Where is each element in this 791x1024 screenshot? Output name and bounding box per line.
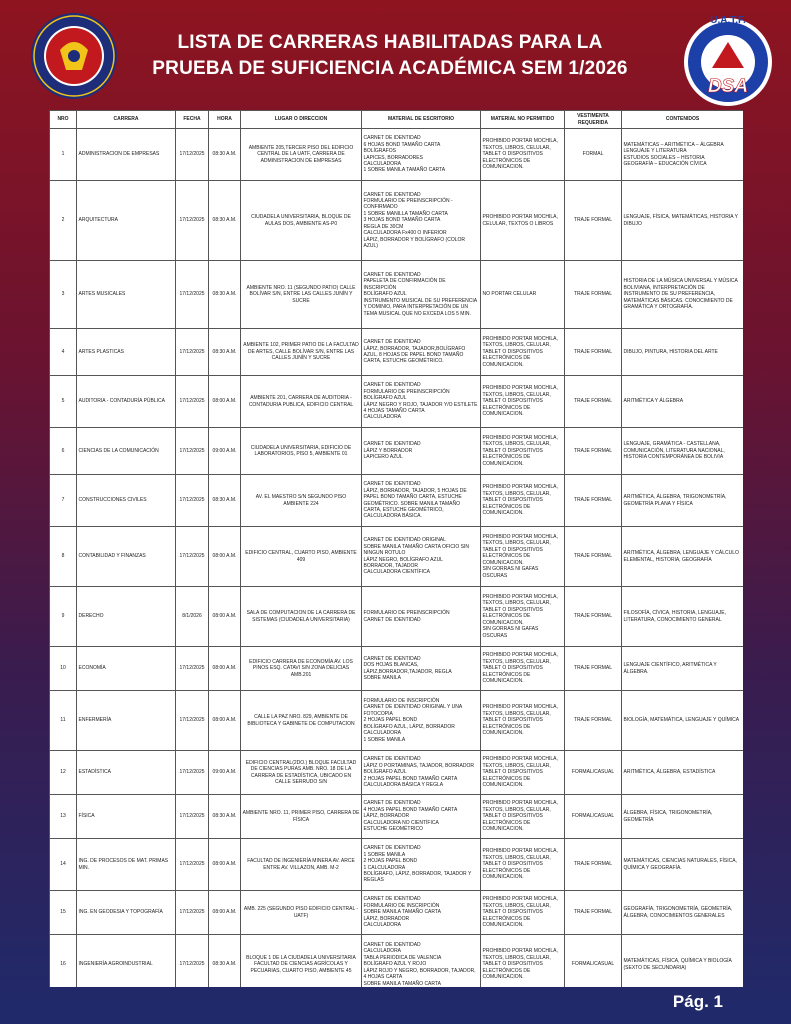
cell-material: CARNET DE IDENTIDAD FORMULARIO DE INSCRIPCIÓN SOBRE MANILA TAMAÑO CARTA LÁPIZ, BORRADOR CALCULADORA bbox=[362, 891, 481, 935]
cell-hora: 08:00 A.M. bbox=[209, 587, 241, 647]
cell-hora: 08:30 A.M. bbox=[209, 475, 241, 527]
col-hora: HORA bbox=[209, 111, 241, 129]
cell-material: CARNET DE IDENTIDAD LÁPIZ O PORTAMINAS, TAJADOR, BORRADOR BOLÍGRAFO AZUL 2 HOJAS PAPEL BOND TAMAÑO CARTA CALCULADORA BÁSICA Y REGLA bbox=[362, 751, 481, 795]
cell-nro: 7 bbox=[50, 475, 77, 527]
cell-hora: 08:30 A.M. bbox=[209, 329, 241, 376]
cell-no-permitido: PROHIBIDO PORTAR MOCHILA, TEXTOS, LIBROS, CELULAR, TABLET O DISPOSITIVOS ELECTRÓNICOS DE COMUNICACION. bbox=[481, 751, 565, 795]
cell-no-permitido: PROHIBIDO PORTAR MOCHILA, TEXTOS, LIBROS, CELULAR, TABLET O DISPOSITIVOS ELECTRÓNICOS DE COMUNICACION. bbox=[481, 475, 565, 527]
cell-nro: 1 bbox=[50, 129, 77, 181]
cell-vestimenta: TRAJE FORMAL bbox=[565, 691, 622, 751]
cell-no-permitido: PROHIBIDO PORTAR MOCHILA, TEXTOS, LIBROS, CELULAR, TABLET O DISPOSITIVOS ELECTRÓNICOS DE COMUNICACION. bbox=[481, 839, 565, 891]
col-contenidos: CONTENIDOS bbox=[622, 111, 744, 129]
cell-fecha: 17/12/2025 bbox=[176, 751, 209, 795]
cell-fecha: 17/12/2025 bbox=[176, 376, 209, 428]
cell-lugar: AMBIENTE 201, CARRERA DE AUDITORIA - CONTADURIA PUBLICA, EDIFICIO CENTRAL bbox=[241, 376, 362, 428]
cell-material: CARNET DE IDENTIDAD DOS HOJAS BLANCAS, LÁPIZ,BORRADOR,TAJADOR, REGLA SOBRE MANILA bbox=[362, 647, 481, 691]
cell-contenidos: ÁLGEBRA, FÍSICA, TRIGONOMETRÍA, GEOMETRÍA bbox=[622, 795, 744, 839]
col-no-permitido: MATERIAL NO PERMITIDO bbox=[481, 111, 565, 129]
cell-lugar: CIUDADELA UNIVERSITARIA, EDIFICIO DE LABORATORIOS, PISO 5, AMBIENTE 01 bbox=[241, 428, 362, 475]
col-material: MATERIAL DE ESCRITORIO bbox=[362, 111, 481, 129]
table-row bbox=[50, 587, 744, 647]
cell-hora: 08:30 A.M. bbox=[209, 261, 241, 329]
cell-material: CARNET DE IDENTIDAD CALCULADORA TABLA PERIODICA DE VALENCIA BOLÍGRAFO AZUL Y ROJO LÁPIZ ROJO Y NEGRO, BORRADOR, TAJADOR, 4 HOJAS CARTA SOBRE MANILA TAMAÑO CARTA bbox=[362, 935, 481, 988]
cell-no-permitido: PROHIBIDO PORTAR MOCHILA, TEXTOS, LIBROS, CELULAR, TABLET O DISPOSITIVOS ELECTRÓNICOS DE COMUNICACION. SIN GORRAS NI GAFAS OSCURAS bbox=[481, 527, 565, 587]
dsa-logo-icon bbox=[682, 12, 774, 107]
cell-vestimenta: FORMAL/CASUAL bbox=[565, 935, 622, 988]
cell-contenidos: MATEMÁTICAS, FÍSICA, QUÍMICA Y BIOLOGÍA (SEXTO DE SECUNDARIA) bbox=[622, 935, 744, 988]
cell-hora: 08:00 A.M. bbox=[209, 839, 241, 891]
cell-hora: 08:00 A.M. bbox=[209, 527, 241, 587]
cell-fecha: 17/12/2025 bbox=[176, 691, 209, 751]
cell-nro: 6 bbox=[50, 428, 77, 475]
table-row bbox=[50, 647, 744, 691]
table-row bbox=[50, 751, 744, 795]
cell-contenidos: HISTORIA DE LA MÚSICA UNIVERSAL Y MÚSICA BOLIVIANA, INTERPRETACIÓN DE INSTRUMENTO DE SU PREFERENCIA, MATEMÁTICAS BÁSICAS. CONOCIMIENTO DE GRAMÁTICA Y ORTOGRAFÍA. bbox=[622, 261, 744, 329]
col-lugar: LUGAR O DIRECCION bbox=[241, 111, 362, 129]
cell-fecha: 17/12/2025 bbox=[176, 261, 209, 329]
cell-contenidos: LENGUAJE, FÍSICA, MATEMÁTICAS, HISTORIA Y DIBUJO bbox=[622, 181, 744, 261]
cell-contenidos: FILOSOFÍA, CÍVICA, HISTORIA, LENGUAJE, LITERATURA, CONOCIMIENTO GENERAL bbox=[622, 587, 744, 647]
cell-lugar: AMBIENTE NRO. 11 (SEGUNDO PATIO) CALLE BOLÍVAR S/N, ENTRE LAS CALLES JUNÍN Y SUCRE bbox=[241, 261, 362, 329]
cell-no-permitido: PROHIBIDO PORTAR MOCHILA, TEXTOS, LIBROS, CELULAR, TABLET O DISPOSITIVOS ELECTRÓNICOS DE COMUNICACION. bbox=[481, 376, 565, 428]
cell-vestimenta: FORMAL/CASUAL bbox=[565, 795, 622, 839]
cell-vestimenta: FORMAL bbox=[565, 129, 622, 181]
cell-fecha: 8/1/2026 bbox=[176, 587, 209, 647]
table-header-row bbox=[50, 111, 744, 129]
cell-nro: 2 bbox=[50, 181, 77, 261]
table-row bbox=[50, 935, 744, 988]
cell-no-permitido: PROHIBIDO PORTAR MOCHILA, TEXTOS, LIBROS, CELULAR, TABLET O DISPOSITIVOS ELECTRÓNICOS DE COMUNICACION. SIN GORRAS NI GAFAS OSCURAS bbox=[481, 587, 565, 647]
cell-carrera: CIENCIAS DE LA COMUNICACIÓN bbox=[77, 428, 176, 475]
dsa-logo-text: DSA bbox=[707, 76, 749, 97]
cell-contenidos: GEOGRAFÍA, TRIGONOMETRÍA, GEOMETRÍA, ÁLGEBRA, CONOCIMIENTOS GENERALES bbox=[622, 891, 744, 935]
table-row bbox=[50, 691, 744, 751]
cell-material: CARNET DE IDENTIDAD FORMULARIO DE PREINSCRIPCIÓN - CONFIRMADO 1 SOBRE MANILLA TAMAÑO CARTA 3 HOJAS BOND TAMAÑO CARTA REGLA DE 30CM CALCULADORA Fx400 O INFERIOR LÁPIZ, BORRADOR Y BOLÍGRAFO (COLOR AZUL) bbox=[362, 181, 481, 261]
cell-contenidos: ARITMÉTICA, ÁLGEBRA, TRIGONOMETRÍA, GEOMETRÍA PLANA Y FÍSICA bbox=[622, 475, 744, 527]
cell-nro: 12 bbox=[50, 751, 77, 795]
cell-carrera: AUDITORIA - CONTADURÍA PÚBLICA bbox=[77, 376, 176, 428]
cell-fecha: 17/12/2025 bbox=[176, 129, 209, 181]
table-row bbox=[50, 891, 744, 935]
cell-lugar: AMBIENTE 102, PRIMER PATIO DE LA FACULTAD DE ARTES, CALLE BOLÍVAR S/N, ENTRE LAS CALLES JUNÍN Y SUCRE bbox=[241, 329, 362, 376]
cell-lugar: EDIFICIO CENTRAL, CUARTO PISO, AMBIENTE 409 bbox=[241, 527, 362, 587]
cell-carrera: FÍSICA bbox=[77, 795, 176, 839]
cell-no-permitido: PROHIBIDO PORTAR MOCHILA, TEXTOS, LIBROS, CELULAR, TABLET O DISPOSITIVOS ELECTRÓNICOS DE COMUNICACION. bbox=[481, 329, 565, 376]
cell-contenidos: ARITMÉTICA, ÁLGEBRA, LENGUAJE Y CÁLCULO ELEMENTAL, HISTORIA, GEOGRAFÍA bbox=[622, 527, 744, 587]
cell-material: CARNET DE IDENTIDAD LÁPIZ, BORRADOR, TAJADOR, 5 HOJAS DE PAPEL BOND TAMAÑO CARTA, ESTUCHE GEOMÉTRICO. SOBRE MANILA TAMAÑO CARTA, ESTUCHE GEOMÉTRICO, CALCULADORA BÁSICA. bbox=[362, 475, 481, 527]
cell-nro: 5 bbox=[50, 376, 77, 428]
cell-fecha: 17/12/2025 bbox=[176, 527, 209, 587]
cell-lugar: FACULTAD DE INGENIERÍA MINERA AV. ARCE ENTRE AV. VILLAZON, AMB. M-2 bbox=[241, 839, 362, 891]
header bbox=[0, 0, 791, 108]
cell-no-permitido: PROHIBIDO PORTAR MOCHILA, TEXTOS, LIBROS, CELULAR, TABLET O DISPOSITIVOS ELECTRÓNICOS DE COMUNICACION. bbox=[481, 647, 565, 691]
cell-vestimenta: TRAJE FORMAL bbox=[565, 261, 622, 329]
cell-contenidos: MATEMÁTICAS – ARITMÉTICA – ÁLGEBRA LENGUAJE Y LITERATURA ESTUDIOS SOCIALES – HISTORIA GEOGRAFÍA – EDUCACIÓN CÍVICA bbox=[622, 129, 744, 181]
cell-material: FORMULARIO DE INSCRIPCIÓN CARNET DE IDENTIDAD ORIGINAL Y UNA FOTOCOPIA 2 HOJAS PAPEL BOND BOLÍGRAFO AZUL, LÁPIZ, BORRADOR CALCULADORA 1 SOBRE MANILA bbox=[362, 691, 481, 751]
page-number: Pág. 1 bbox=[672, 992, 723, 1011]
cell-lugar: AMBIENTE 205,TERCER PISO DEL EDIFICIO CENTRAL DE LA UATF, CARRERA DE ADMINISTRACION DE EMPRESAS bbox=[241, 129, 362, 181]
table-row bbox=[50, 261, 744, 329]
cell-material: CARNET DE IDENTIDAD 6 HOJAS BOND TAMAÑO CARTA BOLÍGRAFOS LAPICES, BORRADORES CALCULADORA 1 SOBRE MANILA TAMAÑO CARTA bbox=[362, 129, 481, 181]
cell-material: CARNET DE IDENTIDAD ORIGINAL SOBRE MANILA TAMAÑO CARTA OFICIO SIN NINGUN ROTULO LÁPIZ NEGRO, BOLÍGRAFO AZUL BORRADOR, TAJADOR CALCULADORA CIENTÍFICA bbox=[362, 527, 481, 587]
cell-hora: 08:00 A.M. bbox=[209, 376, 241, 428]
cell-nro: 8 bbox=[50, 527, 77, 587]
title-line-2: PRUEBA DE SUFICIENCIA ACADÉMICA SEM 1/2026 bbox=[152, 58, 628, 79]
university-seal-icon bbox=[30, 12, 118, 100]
cell-nro: 10 bbox=[50, 647, 77, 691]
cell-fecha: 17/12/2025 bbox=[176, 795, 209, 839]
table-body bbox=[50, 129, 744, 988]
col-fecha: FECHA bbox=[176, 111, 209, 129]
cell-hora: 09:00 A.M. bbox=[209, 751, 241, 795]
cell-carrera: ING. EN GEODESIA Y TOPOGRAFÍA bbox=[77, 891, 176, 935]
cell-lugar: EDIFICIO CARRERA DE ECONOMÍA AV. LOS PINOS ESQ. CATAVI S/N ZONA DELICIAS AMB.201 bbox=[241, 647, 362, 691]
cell-nro: 4 bbox=[50, 329, 77, 376]
col-vestimenta: VESTIMENTA REQUERIDA bbox=[565, 111, 622, 129]
table-row bbox=[50, 376, 744, 428]
cell-contenidos: DIBUJO, PINTURA, HISTORIA DEL ARTE bbox=[622, 329, 744, 376]
cell-carrera: ESTADÍSTICA bbox=[77, 751, 176, 795]
cell-material: FORMULARIO DE PREINSCRIPCIÓN CARNET DE IDENTIDAD bbox=[362, 587, 481, 647]
cell-contenidos: LENGUAJE, GRAMÁTICA - CASTELLANA, COMUNICACIÓN, LITERATURA NACIONAL, HISTORIA CONTEMPORÁNEA DE BOLIVIA bbox=[622, 428, 744, 475]
cell-lugar: AMBIENTE NRO. 11, PRIMER PISO, CARRERA DE FÍSICA bbox=[241, 795, 362, 839]
cell-fecha: 17/12/2025 bbox=[176, 428, 209, 475]
cell-fecha: 17/12/2025 bbox=[176, 839, 209, 891]
cell-lugar: BLOQUE 1 DE LA CIUDADELA UNIVERSITARIA FACULTAD DE CIENCIAS AGRÍCOLAS Y PECUARIAS, CUARTO PISO, AMBIENTE 45 bbox=[241, 935, 362, 988]
cell-material: CARNET DE IDENTIDAD LÁPIZ Y BORRADOR LAPICERO AZUL bbox=[362, 428, 481, 475]
cell-material: CARNET DE IDENTIDAD FORMULARIO DE PREINSCRIPCIÓN BOLÍGRAFO AZUL LÁPIZ NEGRO Y ROJO, TAJADOR Y/O ESTILETE 4 HOJAS TAMAÑO CARTA CALCULADORA bbox=[362, 376, 481, 428]
cell-vestimenta: TRAJE FORMAL bbox=[565, 527, 622, 587]
careers-table-sheet bbox=[49, 110, 743, 987]
cell-vestimenta: TRAJE FORMAL bbox=[565, 329, 622, 376]
cell-carrera: INGENIERÍA AGROINDUSTRIAL bbox=[77, 935, 176, 988]
cell-carrera: ARTES MUSICALES bbox=[77, 261, 176, 329]
cell-lugar: SALA DE COMPUTACION DE LA CARRERA DE SISTEMAS (CIUDADELA UNIVERSITARIA) bbox=[241, 587, 362, 647]
table-row bbox=[50, 795, 744, 839]
cell-carrera: ARQUITECTURA bbox=[77, 181, 176, 261]
cell-nro: 13 bbox=[50, 795, 77, 839]
page-title bbox=[110, 30, 670, 82]
col-nro: NRO bbox=[50, 111, 77, 129]
cell-hora: 08:30 A.M. bbox=[209, 181, 241, 261]
cell-no-permitido: PROHIBIDO PORTAR MOCHILA, TEXTOS, LIBROS, CELULAR, TABLET O DISPOSITIVOS ELECTRÓNICOS DE COMUNICACION. bbox=[481, 795, 565, 839]
cell-carrera: ENFERMERÍA bbox=[77, 691, 176, 751]
col-carrera: CARRERA bbox=[77, 111, 176, 129]
cell-vestimenta: FORMAL/CASUAL bbox=[565, 751, 622, 795]
cell-vestimenta: TRAJE FORMAL bbox=[565, 839, 622, 891]
table-row bbox=[50, 181, 744, 261]
cell-material: CARNET DE IDENTIDAD PAPELETA DE CONFIRMACIÓN DE INSCRIPCIÓN BOLÍGRAFO AZUL INSTRUMENTO MUSICAL DE SU PREFERENCIA Y DOMINIO, PARA INTERPRETACIÓN DE UN TEMA MUSICAL QUE NO EXCEDA LOS 5 MIN. bbox=[362, 261, 481, 329]
cell-fecha: 17/12/2025 bbox=[176, 935, 209, 988]
table-row bbox=[50, 329, 744, 376]
cell-carrera: ECONOMÍA bbox=[77, 647, 176, 691]
cell-hora: 09:00 A.M. bbox=[209, 428, 241, 475]
cell-hora: 08:00 A.M. bbox=[209, 647, 241, 691]
cell-carrera: ARTES PLASTICAS bbox=[77, 329, 176, 376]
cell-nro: 16 bbox=[50, 935, 77, 988]
cell-lugar: EDIFICIO CENTRAL(2DO.) BLOQUE FACULTAD DE CIENCIAS PURAS AMB. NRO. 18 DE LA CARRERA DE ESTADÍSTICA, UBICADO EN CALLE SERRUDO S/N bbox=[241, 751, 362, 795]
cell-hora: 08:30 A.M. bbox=[209, 935, 241, 988]
cell-fecha: 17/12/2025 bbox=[176, 647, 209, 691]
cell-no-permitido: PROHIBIDO PORTAR MOCHILA, TEXTOS, LIBROS, CELULAR, TABLET O DISPOSITIVOS ELECTRÓNICOS DE COMUNICACION. bbox=[481, 691, 565, 751]
cell-material: CARNET DE IDENTIDAD 4 HOJAS PAPEL BOND TAMAÑO CARTA LÁPIZ, BORRADOR CALCULADORA NO CIENTÍFICA ESTUCHE GEOMÉTRICO bbox=[362, 795, 481, 839]
table-row bbox=[50, 839, 744, 891]
cell-carrera: ADMINISTRACION DE EMPRESAS bbox=[77, 129, 176, 181]
cell-no-permitido: PROHIBIDO PORTAR MOCHILA, TEXTOS, LIBROS, CELULAR, TABLET O DISPOSITIVOS ELECTRÓNICOS DE COMUNICACION. bbox=[481, 129, 565, 181]
cell-lugar: AMB. 225 (SEGUNDO PISO EDIFICIO CENTRAL - UATF) bbox=[241, 891, 362, 935]
cell-hora: 08:30 A.M. bbox=[209, 129, 241, 181]
cell-lugar: AV. EL MAESTRO S/N SEGUNDO PISO AMBIENTE 224 bbox=[241, 475, 362, 527]
cell-contenidos: MATEMÁTICAS, CIENCIAS NATURALES, FÍSICA, QUÍMICA Y GEOGRAFÍA. bbox=[622, 839, 744, 891]
table-row bbox=[50, 428, 744, 475]
cell-lugar: CIUDADELA UNIVERSITARIA, BLOQUE DE AULAS DOS, AMBIENTE AS-P0 bbox=[241, 181, 362, 261]
dsa-logo-top-text: U.A.T.F. bbox=[710, 15, 746, 26]
cell-contenidos: ARITMÉTICA, ÁLGEBRA, ESTADÍSTICA bbox=[622, 751, 744, 795]
cell-vestimenta: TRAJE FORMAL bbox=[565, 647, 622, 691]
cell-lugar: CALLE LA PAZ NRO. 829, AMBIENTE DE BIBLIOTECA Y GABINETE DE COMPUTACION bbox=[241, 691, 362, 751]
cell-fecha: 17/12/2025 bbox=[176, 329, 209, 376]
table-row bbox=[50, 527, 744, 587]
cell-vestimenta: TRAJE FORMAL bbox=[565, 428, 622, 475]
cell-fecha: 17/12/2025 bbox=[176, 475, 209, 527]
cell-contenidos: BIOLOGÍA, MATEMÁTICA, LENGUAJE Y QUÍMICA bbox=[622, 691, 744, 751]
title-line-1: LISTA DE CARRERAS HABILITADAS PARA LA bbox=[177, 32, 603, 53]
cell-no-permitido: NO PORTAR CELULAR bbox=[481, 261, 565, 329]
cell-hora: 08:30 A.M. bbox=[209, 795, 241, 839]
cell-vestimenta: TRAJE FORMAL bbox=[565, 891, 622, 935]
cell-vestimenta: TRAJE FORMAL bbox=[565, 376, 622, 428]
cell-hora: 08:00 A.M. bbox=[209, 891, 241, 935]
cell-nro: 15 bbox=[50, 891, 77, 935]
cell-nro: 3 bbox=[50, 261, 77, 329]
cell-carrera: CONSTRUCCIONES CIVILES bbox=[77, 475, 176, 527]
cell-nro: 11 bbox=[50, 691, 77, 751]
cell-material: CARNET DE IDENTIDAD 1 SOBRE MANILA 2 HOJAS PAPEL BOND 1 CALCULADORA BOLÍGRAFO, LÁPIZ, BORRADOR, TAJADOR Y REGLAS bbox=[362, 839, 481, 891]
cell-no-permitido: PROHIBIDO PORTAR MOCHILA, TEXTOS, LIBROS, CELULAR, TABLET O DISPOSITIVOS ELECTRÓNICOS DE COMUNICACION. bbox=[481, 935, 565, 988]
cell-no-permitido: PROHIBIDO PORTAR MOCHILA, TEXTOS, LIBROS, CELULAR, TABLET O DISPOSITIVOS ELECTRÓNICOS DE COMUNICACION. bbox=[481, 891, 565, 935]
cell-nro: 14 bbox=[50, 839, 77, 891]
cell-carrera: CONTABILIDAD Y FINANZAS bbox=[77, 527, 176, 587]
cell-vestimenta: TRAJE FORMAL bbox=[565, 587, 622, 647]
table-row bbox=[50, 129, 744, 181]
cell-hora: 08:00 A.M. bbox=[209, 691, 241, 751]
cell-material: CARNET DE IDENTIDAD LÁPIZ, BORRADOR, TAJADOR,BOLÍGRAFO AZUL, 8 HOJAS DE PAPEL BOND TAMAÑO CARTA, ESTUCHE GEOMÉTRICO. bbox=[362, 329, 481, 376]
table-row bbox=[50, 475, 744, 527]
cell-carrera: DERECHO bbox=[77, 587, 176, 647]
cell-fecha: 17/12/2025 bbox=[176, 181, 209, 261]
cell-no-permitido: PROHIBIDO PORTAR MOCHILA, CELULAR, TEXTOS O LIBROS bbox=[481, 181, 565, 261]
cell-fecha: 17/12/2025 bbox=[176, 891, 209, 935]
cell-contenidos: ARITMÉTICA Y ÁLGEBRA bbox=[622, 376, 744, 428]
cell-carrera: ING. DE PROCESOS DE MAT. PRIMAS MIN. bbox=[77, 839, 176, 891]
cell-contenidos: LENGUAJE CIENTÍFICO, ARITMÉTICA Y ÁLGEBRA. bbox=[622, 647, 744, 691]
careers-table bbox=[49, 110, 743, 987]
cell-vestimenta: TRAJE FORMAL bbox=[565, 475, 622, 527]
cell-vestimenta: TRAJE FORMAL bbox=[565, 181, 622, 261]
cell-no-permitido: PROHIBIDO PORTAR MOCHILA, TEXTOS, LIBROS, CELULAR, TABLET O DISPOSITIVOS ELECTRÓNICOS DE COMUNICACION. bbox=[481, 428, 565, 475]
cell-nro: 9 bbox=[50, 587, 77, 647]
